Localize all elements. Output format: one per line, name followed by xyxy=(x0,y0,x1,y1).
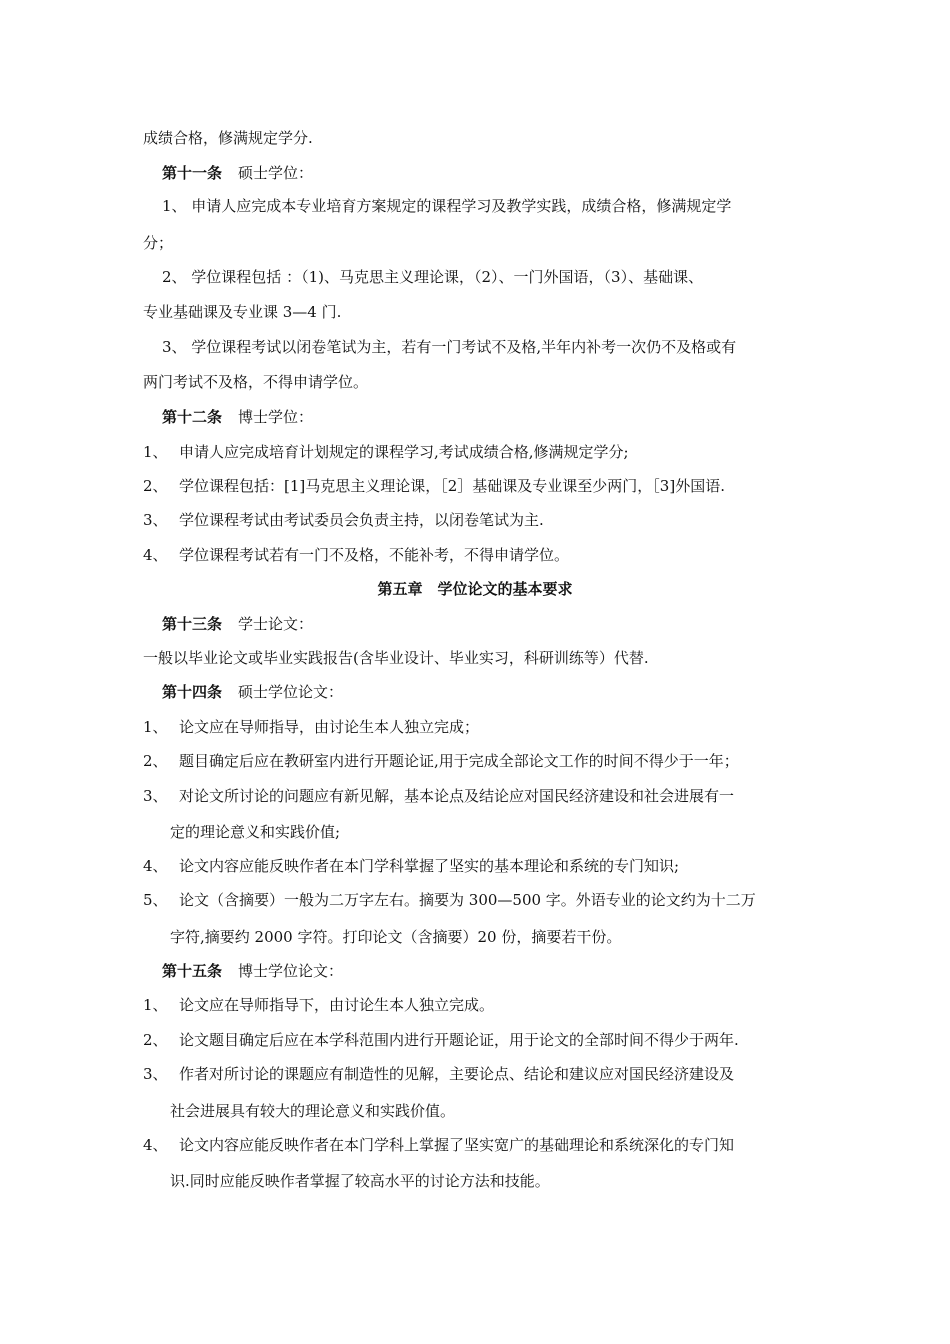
article-title: 博士学位论文： xyxy=(238,962,344,980)
list-number: 2、 xyxy=(143,477,168,495)
list-text: 论文（含摘要）一般为二万字左右。摘要为 300—500 字。外语专业的论文约为十二万 xyxy=(179,891,756,909)
paragraph-line: 1、 申请人应完成本专业培育方案规定的课程学习及教学实践，成绩合格，修满规定学 xyxy=(162,197,732,215)
list-item xyxy=(143,717,479,737)
list-number: 1、 xyxy=(143,443,168,461)
article-label: 第十一条 xyxy=(162,164,223,182)
paragraph-line: 专业基础课及专业课 3—4 门. xyxy=(143,303,342,321)
list-number: 4、 xyxy=(143,1136,168,1154)
list-number: 3、 xyxy=(143,787,168,805)
paragraph-line: 一般以毕业论文或毕业实践报告(含毕业设计、毕业实习，科研训练等）代替. xyxy=(143,649,649,667)
list-number: 3、 xyxy=(143,1065,168,1083)
list-item xyxy=(143,890,756,910)
list-item xyxy=(143,751,739,771)
article-title: 硕士学位： xyxy=(238,164,314,182)
article-label: 第十三条 xyxy=(162,615,223,633)
article-title: 学士论文： xyxy=(238,615,314,633)
list-number: 1、 xyxy=(143,718,168,736)
list-text: 学位课程考试若有一门不及格，不能补考，不得申请学位。 xyxy=(179,546,570,564)
paragraph-line: 2、 学位课程包括 ：（1)、马克思主义理论课，（2）、一门外国语，（3）、基础课、 xyxy=(162,268,704,286)
list-text: 论文应在导师指导下，由讨论生本人独立完成。 xyxy=(179,996,495,1014)
list-number: 2、 xyxy=(143,752,168,770)
paragraph-line: 分； xyxy=(143,234,174,252)
list-number: 3、 xyxy=(143,511,168,529)
list-item-continuation: 社会进展具有较大的理论意义和实践价值。 xyxy=(170,1102,456,1120)
list-item xyxy=(143,1135,734,1155)
list-item xyxy=(143,476,725,496)
paragraph-line: 成绩合格，修满规定学分. xyxy=(143,129,313,147)
article-title: 博士学位： xyxy=(238,408,314,426)
list-item xyxy=(143,786,734,806)
list-number: 2、 xyxy=(143,1031,168,1049)
list-text: 对论文所讨论的问题应有新见解，基本论点及结论应对国民经济建设和社会进展有一 xyxy=(179,787,735,805)
list-text: 题目确定后应在教研室内进行开题论证,用于完成全部论文工作的时间不得少于一年； xyxy=(179,752,739,770)
list-item xyxy=(143,510,544,530)
list-number: 4、 xyxy=(143,546,168,564)
list-text: 学位课程考试由考试委员会负责主持，以闭卷笔试为主. xyxy=(179,511,544,529)
chapter-heading: 第五章 学位论文的基本要求 xyxy=(377,580,573,598)
list-item xyxy=(143,1030,739,1050)
list-text: 论文题目确定后应在本学科范围内进行开题论证，用于论文的全部时间不得少于两年. xyxy=(179,1031,739,1049)
article-11-heading xyxy=(162,163,313,183)
list-item-continuation: 定的理论意义和实践价值; xyxy=(170,823,341,841)
article-15-heading xyxy=(162,961,343,981)
article-label: 第十四条 xyxy=(162,683,223,701)
list-text: 申请人应完成培育计划规定的课程学习,考试成绩合格,修满规定学分; xyxy=(179,443,629,461)
article-label: 第十五条 xyxy=(162,962,223,980)
list-text: 作者对所讨论的课题应有制造性的见解，主要论点、结论和建议应对国民经济建设及 xyxy=(179,1065,735,1083)
list-item xyxy=(143,856,679,876)
paragraph-line: 两门考试不及格，不得申请学位。 xyxy=(143,373,369,391)
article-13-heading xyxy=(162,614,313,634)
article-title: 硕士学位论文： xyxy=(238,683,344,701)
list-item xyxy=(143,442,629,462)
article-14-heading xyxy=(162,682,343,702)
list-text: 论文内容应能反映作者在本门学科掌握了坚实的基本理论和系统的专门知识; xyxy=(179,857,680,875)
list-text: 论文应在导师指导，由讨论生本人独立完成； xyxy=(179,718,480,736)
article-12-heading xyxy=(162,407,313,427)
paragraph-line: 3、 学位课程考试以闭卷笔试为主，若有一门考试不及格,半年内补考一次仍不及格或有 xyxy=(162,338,737,356)
list-number: 1、 xyxy=(143,996,168,1014)
list-item-continuation: 字符,摘要约 2000 字符。打印论文（含摘要）20 份，摘要若干份。 xyxy=(170,928,622,946)
list-item-continuation: 识.同时应能反映作者掌握了较高水平的讨论方法和技能。 xyxy=(170,1172,550,1190)
list-number: 5、 xyxy=(143,891,168,909)
list-text: 学位课程包括：[1]马克思主义理论课，［2］基础课及专业课至少两门，［3]外国语. xyxy=(179,477,725,495)
list-item xyxy=(143,1064,734,1084)
list-text: 论文内容应能反映作者在本门学科上掌握了坚实宽广的基础理论和系统深化的专门知 xyxy=(179,1136,735,1154)
list-item xyxy=(143,995,494,1015)
list-number: 4、 xyxy=(143,857,168,875)
article-label: 第十二条 xyxy=(162,408,223,426)
list-item xyxy=(143,545,569,565)
